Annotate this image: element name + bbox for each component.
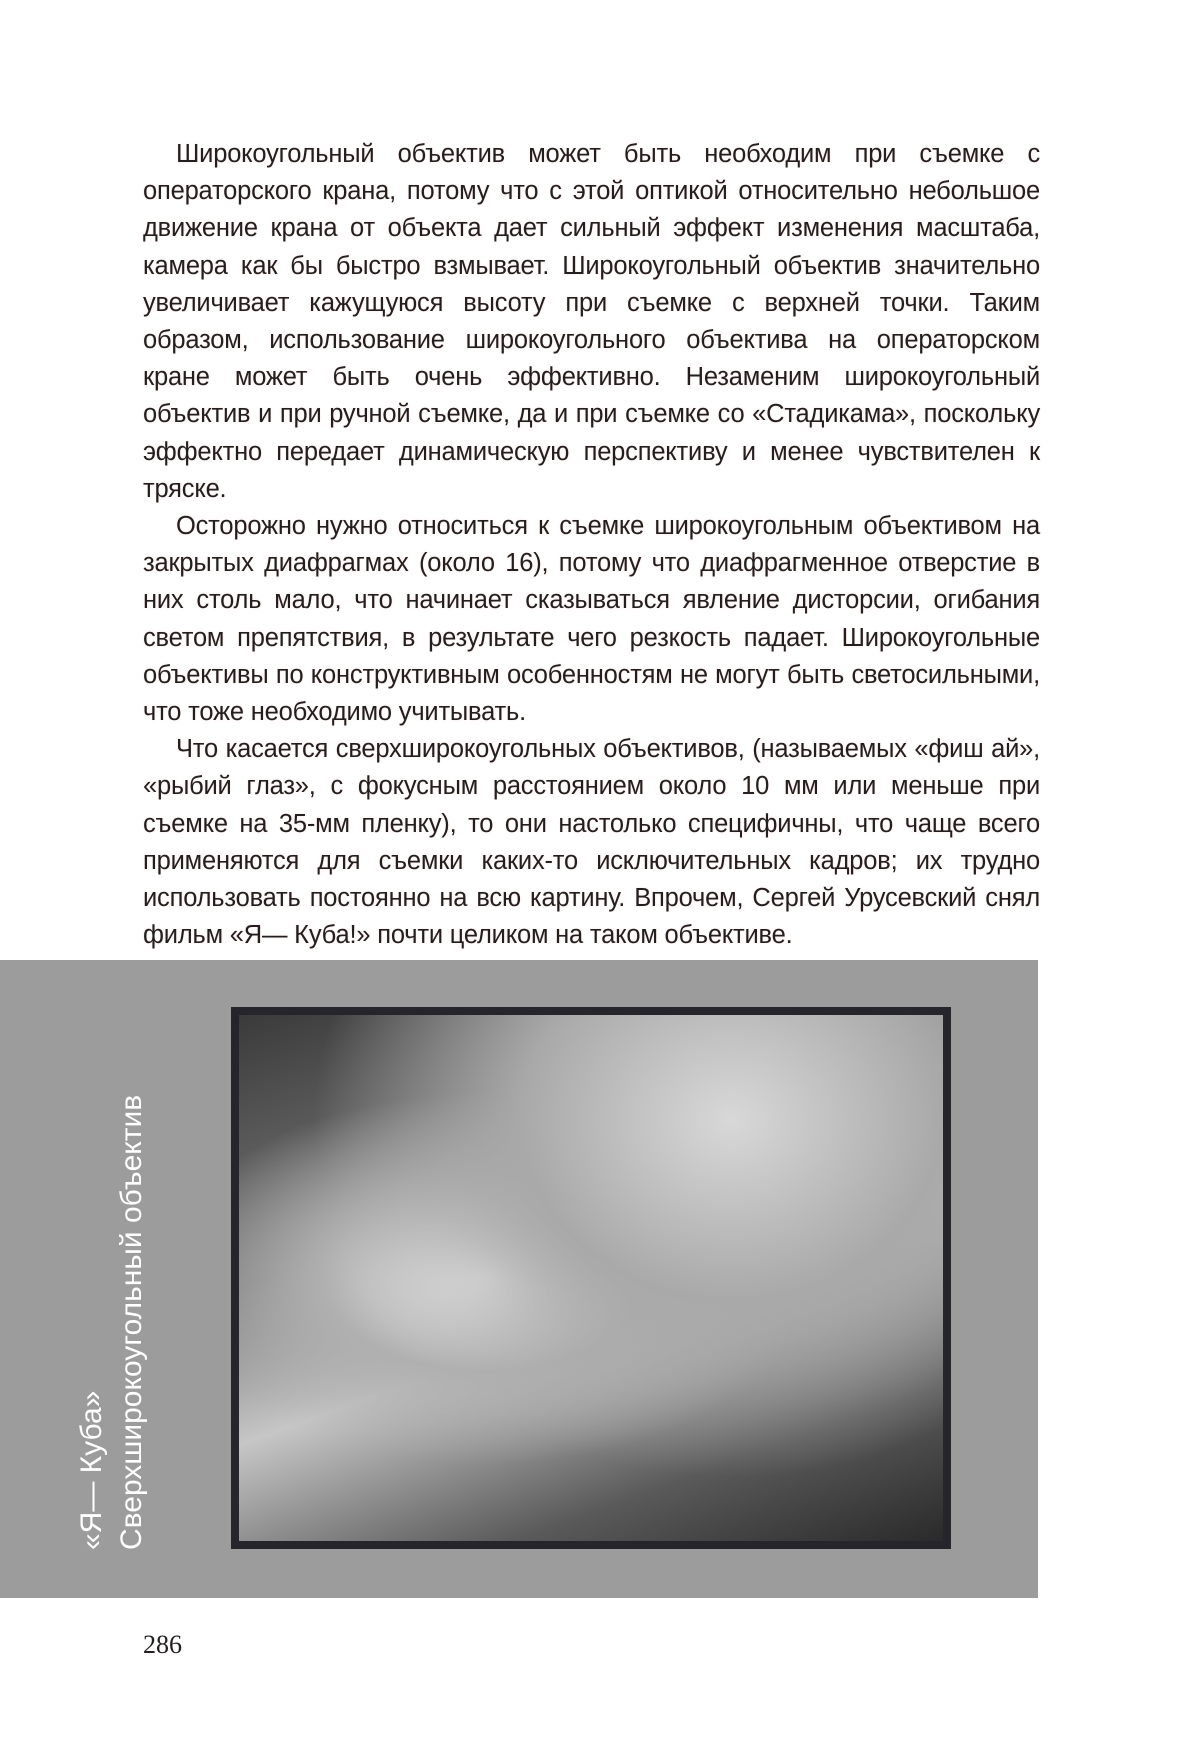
- caption-subtitle: Сверхширокоугольный объектив: [115, 1094, 148, 1550]
- paragraph: Осторожно нужно относиться к съемке широкоугольным объективом на закрытых диафрагмах (около 16), потому что диафрагменное отверстие в них столь мало, что начинает сказываться явление дисторсии, огибания светом препятствия, в результате чего резкость падает. Широкоугольные объективы по конструктивным особенностям не могут быть светосильными, что тоже необходимо учитывать.: [143, 512, 1040, 727]
- photo-image: [239, 1015, 943, 1541]
- caption-title: «Я— Куба»: [75, 1390, 108, 1550]
- figure-caption: [72, 1010, 172, 1550]
- page-number: 286: [143, 1630, 182, 1659]
- film-still-photo: [231, 1007, 951, 1549]
- body-text: [143, 136, 1040, 954]
- paragraph: Что касается сверхширокоугольных объективов, (называемых «фиш ай», «рыбий глаз», с фокусным расстоянием около 10 мм или меньше при съемке на 35-мм пленку), то они настолько специфичны, что чаще всего применяются для съемки каких-то исключительных кадров; их трудно использовать постоянно на всю картину. Впрочем, Сергей Урусевский снял фильм «Я— Куба!» почти целиком на таком объективе.: [143, 735, 1040, 950]
- paragraph: Широкоугольный объектив может быть необходим при съемке с операторского крана, потому что с этой оптикой относительно небольшое движение крана от объекта дает сильный эффект изменения масштаба, камера как бы быстро взмывает. Широкоугольный объектив значительно увеличивает кажущуюся высоту при съемке с верхней точки. Таким образом, использование широкоугольного объектива на операторском кране может быть очень эффективно. Незаменим широкоугольный объектив и при ручной съемке, да и при съемке со «Стадикама», поскольку эффектно передает динамическую перспективу и менее чувствителен к тряске.: [143, 140, 1040, 503]
